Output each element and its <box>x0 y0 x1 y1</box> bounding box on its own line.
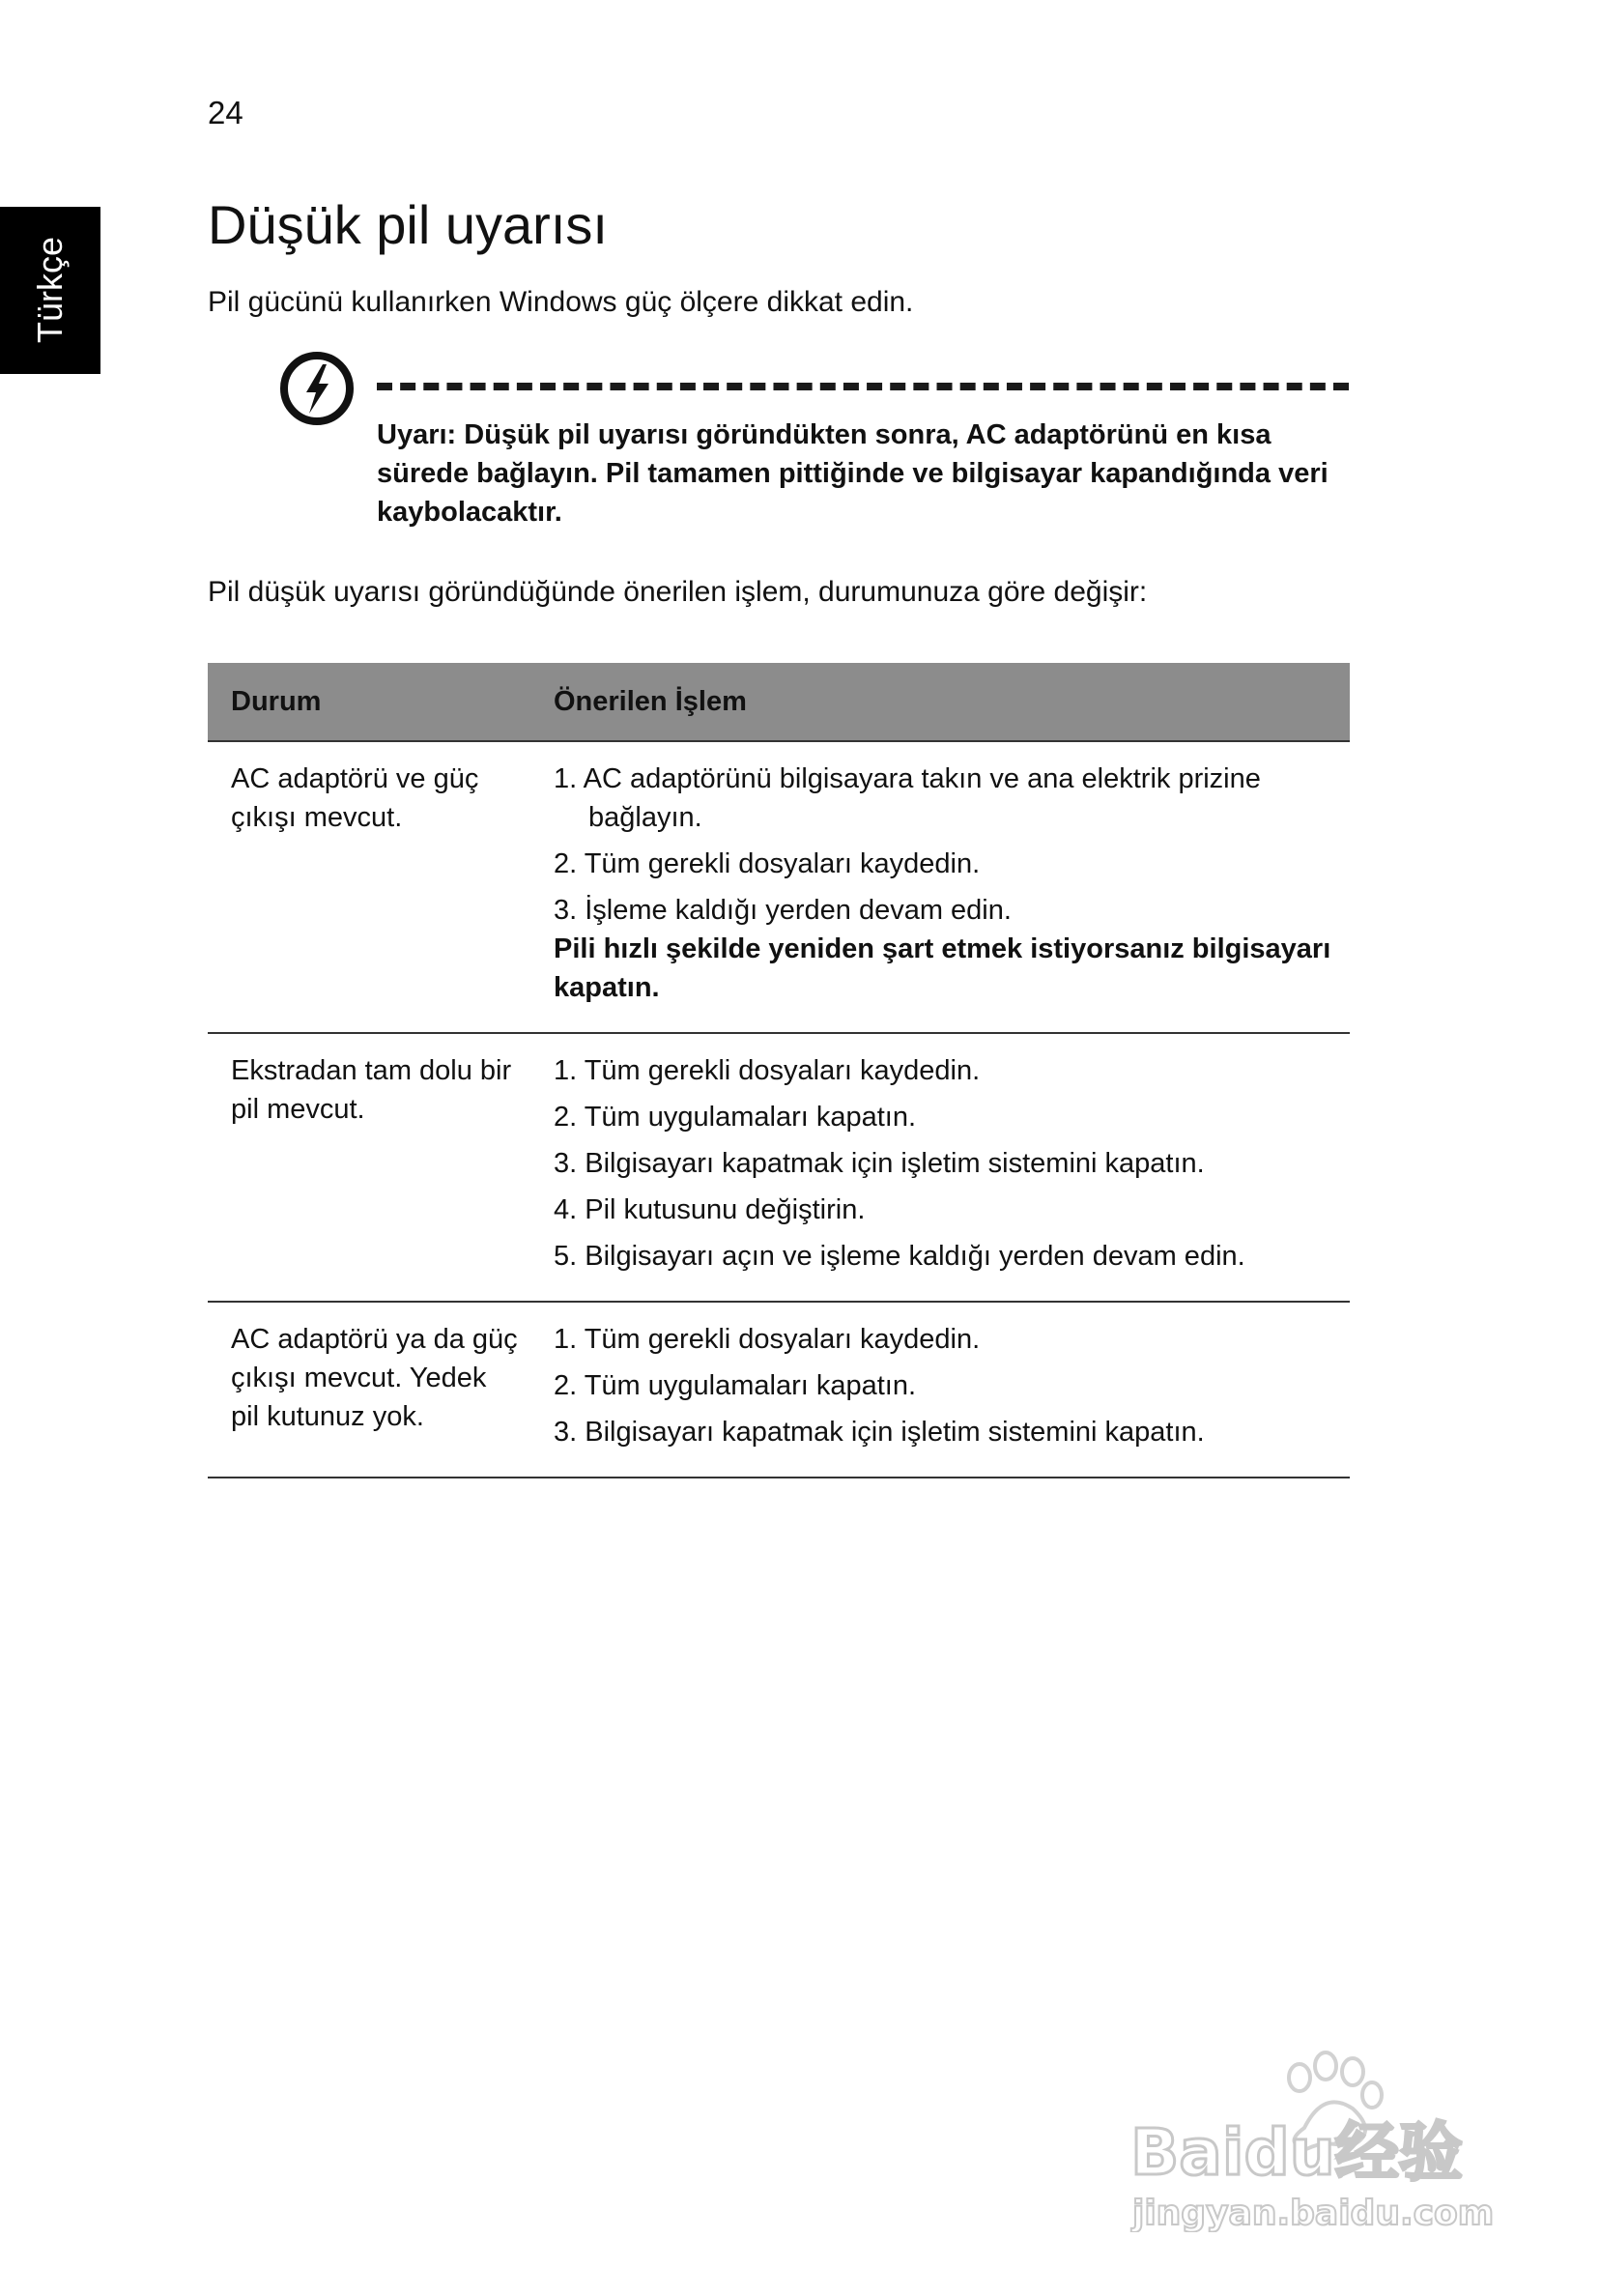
step-item: 2. Tüm uygulamaları kapatın. <box>554 1102 917 1133</box>
table-row <box>208 1033 1350 1302</box>
step-item: 1. AC adaptörünü bilgisayara takın ve ana elektrik prizine bağlayın. <box>554 763 1261 833</box>
warning-divider <box>377 383 1349 390</box>
language-tab-label: Türkçe <box>30 236 70 344</box>
page-title: Düşük pil uyarısı <box>208 194 608 255</box>
situation-cell: Ekstradan tam dolu bir pil mevcut. <box>208 1033 530 1302</box>
header-situation: Durum <box>208 663 530 741</box>
action-cell <box>530 1302 1350 1478</box>
battery-actions-table <box>208 663 1350 1478</box>
step-item: 2. Tüm gerekli dosyaları kaydedin. <box>554 848 981 879</box>
step-note: Pili hızlı şekilde yeniden şart etmek istiyorsanız bilgisayarı kapatın. <box>554 933 1331 1003</box>
step-list <box>554 1320 1338 1451</box>
step-item: 1. Tüm gerekli dosyaları kaydedin. <box>554 1324 981 1355</box>
step-list <box>554 1051 1338 1276</box>
action-cell <box>530 1033 1350 1302</box>
page-number: 24 <box>208 95 243 130</box>
table-row <box>208 1302 1350 1478</box>
step-item: 5. Bilgisayarı açın ve işleme kaldığı yerden devam edin. <box>554 1241 1245 1272</box>
situation-cell: AC adaptörü ve güç çıkışı mevcut. <box>208 741 530 1033</box>
baidu-watermark-logo <box>1121 2039 1507 2232</box>
table-row <box>208 741 1350 1033</box>
lead-paragraph: Pil düşük uyarısı göründüğünde önerilen işlem, durumunuza göre değişir: <box>208 576 1148 608</box>
header-action: Önerilen İşlem <box>530 663 1350 741</box>
step-item: 2. Tüm uygulamaları kapatın. <box>554 1370 917 1401</box>
warning-text: Uyarı: Düşük pil uyarısı göründükten sonra, AC adaptörünü en kısa sürede bağlayın. Pil tamamen pittiğinde ve bilgisayar kapandığında veri kaybolacaktır. <box>377 419 1329 528</box>
language-tab <box>0 207 100 374</box>
step-item: 3. Bilgisayarı kapatmak için işletim sistemini kapatın. <box>554 1148 1205 1179</box>
intro-paragraph: Pil gücünü kullanırken Windows güç ölçere dikkat edin. <box>208 286 914 318</box>
situation-cell: AC adaptörü ya da güç çıkışı mevcut. Yedek pil kutunuz yok. <box>208 1302 530 1478</box>
watermark-brand: Baidu经验 <box>1130 2115 1463 2190</box>
warning-bolt-icon <box>278 350 356 427</box>
step-list <box>554 760 1338 930</box>
action-cell <box>530 741 1350 1033</box>
step-item: 4. Pil kutusunu değiştirin. <box>554 1194 866 1225</box>
step-item: 1. Tüm gerekli dosyaları kaydedin. <box>554 1055 981 1086</box>
step-item: 3. Bilgisayarı kapatmak için işletim sistemini kapatın. <box>554 1417 1205 1448</box>
step-item: 3. İşleme kaldığı yerden devam edin. <box>554 895 1012 926</box>
table-header-row <box>208 663 1350 741</box>
watermark-url: jingyan.baidu.com <box>1132 2194 1495 2232</box>
